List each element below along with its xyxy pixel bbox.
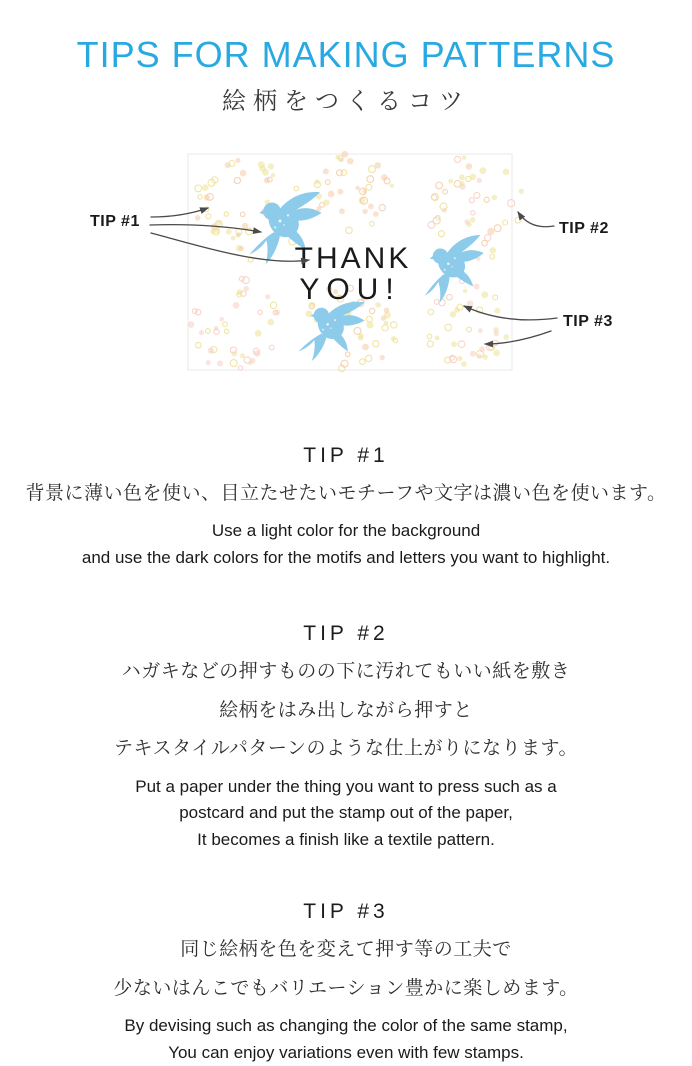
tip1-heading: TIP #1 xyxy=(303,443,389,467)
tip2-japanese-line2: 絵柄をはみ出しながら押すと xyxy=(219,699,473,721)
tip2-section xyxy=(0,621,692,853)
tip2-english-line1: Put a paper under the thing you want to press such as a xyxy=(135,776,557,796)
tip3-callout-label: TIP #3 xyxy=(563,312,613,330)
tip3-english-line1: By devising such as changing the color of the same stamp, xyxy=(124,1016,568,1036)
tip1-callout-label: TIP #1 xyxy=(90,212,140,230)
tip3-japanese-line1: 同じ絵柄を色を変えて押す等の工夫で xyxy=(180,939,512,961)
tip3-japanese-line2: 少ないはんこでもバリエーション豊かに楽しめます。 xyxy=(113,977,579,999)
tip2-japanese-line1: ハガキなどの押すものの下に汚れてもいい紙を敷き xyxy=(121,661,571,683)
tip1-english-line2: and use the dark colors for the motifs and letters you want to highlight. xyxy=(81,547,611,567)
tip3-english-line2: You can enjoy variations even with few stamps. xyxy=(168,1042,524,1062)
page-title: TIPS FOR MAKING PATTERNS xyxy=(76,34,616,75)
tip2-callout-arrow xyxy=(518,212,554,227)
example-card-figure xyxy=(0,147,692,387)
tip3-heading: TIP #3 xyxy=(303,899,389,923)
tip2-heading: TIP #2 xyxy=(303,622,389,646)
tip2-english-line2: postcard and put the stamp out of the paper, xyxy=(179,803,513,823)
tip2-english-text xyxy=(0,774,692,853)
page-subtitle-japanese: 絵柄をつくるコツ xyxy=(222,87,470,115)
tips-page xyxy=(0,36,692,1060)
card-text-line2: YOU! xyxy=(299,272,401,306)
tip1-section xyxy=(0,443,692,571)
tip1-english-text xyxy=(0,518,692,571)
card-text-line1: THANK xyxy=(294,241,412,275)
tip1-japanese-text: 背景に薄い色を使い、目立たせたいモチーフや文字は濃い色を使います。 xyxy=(25,482,667,504)
tip2-english-line3: It becomes a finish like a textile pattern. xyxy=(197,829,495,849)
tip3-english-text xyxy=(0,1013,692,1066)
tip3-section xyxy=(0,899,692,1066)
pattern-example-illustration xyxy=(0,147,692,387)
tip2-japanese-line3: テキスタイルパターンのような仕上がりになります。 xyxy=(113,738,578,760)
tip2-callout-label: TIP #2 xyxy=(559,219,609,237)
tip1-english-line1: Use a light color for the background xyxy=(211,521,481,541)
